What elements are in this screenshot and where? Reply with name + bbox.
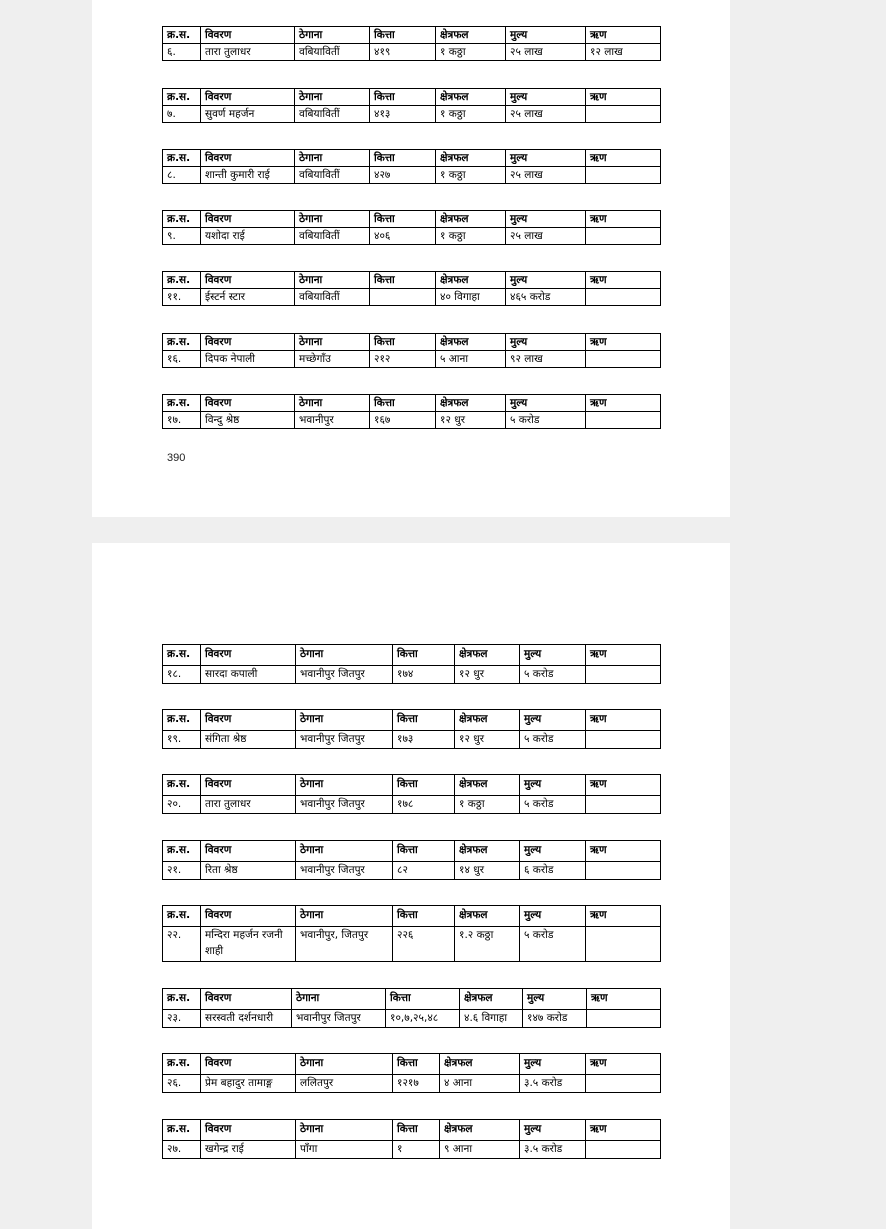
record-table [162, 88, 661, 123]
table-header-row [163, 710, 661, 731]
record-table [162, 26, 661, 61]
cell-area: ४ आना [440, 1075, 520, 1093]
header-cell-plot: कित्ता [393, 841, 455, 862]
cell-sn: २०. [163, 796, 201, 814]
cell-sn: ६. [163, 44, 201, 61]
header-cell-loan: ऋण [586, 334, 661, 351]
header-cell-value: मुल्य [520, 710, 586, 731]
cell-sn: २३. [163, 1010, 201, 1028]
record-table [162, 644, 661, 684]
header-cell-sn: क्र.स. [163, 27, 201, 44]
cell-area: १४ धुर [455, 862, 520, 880]
header-cell-sn: क्र.स. [163, 841, 201, 862]
header-cell-addr: ठेगाना [292, 989, 386, 1010]
header-cell-desc: विवरण [201, 989, 292, 1010]
record-table [162, 271, 661, 306]
cell-addr: भवानीपुर जितपुर [296, 862, 393, 880]
header-cell-sn: क्र.स. [163, 710, 201, 731]
header-cell-loan: ऋण [586, 710, 661, 731]
header-cell-addr: ठेगाना [295, 211, 370, 228]
record-table [162, 333, 661, 368]
header-cell-loan: ऋण [586, 395, 661, 412]
header-cell-value: मुल्य [520, 1120, 586, 1141]
cell-plot: १ [393, 1141, 440, 1159]
header-cell-desc: विवरण [201, 645, 296, 666]
cell-desc: तारा तुलाधर [201, 44, 295, 61]
header-cell-plot: कित्ता [370, 272, 436, 289]
cell-desc: सारदा कपाली [201, 666, 296, 684]
cell-loan [587, 1010, 661, 1028]
cell-plot: १७३ [393, 731, 455, 749]
header-cell-value: मुल्य [506, 334, 586, 351]
header-cell-value: मुल्य [520, 645, 586, 666]
header-cell-plot: कित्ता [370, 395, 436, 412]
header-cell-desc: विवरण [201, 1054, 296, 1075]
cell-desc: विन्दु श्रेष्ठ [201, 412, 295, 429]
header-cell-plot: कित्ता [370, 211, 436, 228]
header-cell-value: मुल्य [520, 906, 586, 927]
table-header-row [163, 150, 661, 167]
header-cell-value: मुल्य [520, 775, 586, 796]
header-cell-desc: विवरण [201, 395, 295, 412]
cell-plot [370, 289, 436, 306]
cell-addr: वबियावितीं [295, 167, 370, 184]
header-cell-sn: क्र.स. [163, 775, 201, 796]
header-cell-loan: ऋण [586, 1054, 661, 1075]
header-cell-area: क्षेत्रफल [436, 27, 506, 44]
table-row [163, 167, 661, 184]
cell-loan [586, 106, 661, 123]
header-cell-plot: कित्ता [370, 89, 436, 106]
record-table [162, 394, 661, 429]
document-page-1 [92, 0, 730, 517]
cell-addr: पाँगा [296, 1141, 393, 1159]
record-table [162, 149, 661, 184]
table-row [163, 666, 661, 684]
cell-value: १४७ करोड [523, 1010, 587, 1028]
table-row [163, 228, 661, 245]
header-cell-loan: ऋण [586, 645, 661, 666]
cell-addr: भवानीपुर जितपुर [296, 731, 393, 749]
header-cell-sn: क्र.स. [163, 906, 201, 927]
cell-area: ४.६ विगाहा [460, 1010, 523, 1028]
table-header-row [163, 775, 661, 796]
header-cell-area: क्षेत्रफल [455, 841, 520, 862]
header-cell-loan: ऋण [586, 775, 661, 796]
header-cell-addr: ठेगाना [296, 841, 393, 862]
cell-addr: वबियावितीं [295, 44, 370, 61]
cell-area: १.२ कठ्ठा [455, 927, 520, 962]
table-row [163, 44, 661, 61]
cell-loan [586, 351, 661, 368]
header-cell-value: मुल्य [506, 211, 586, 228]
table-row [163, 927, 661, 962]
header-cell-desc: विवरण [201, 272, 295, 289]
header-cell-plot: कित्ता [386, 989, 460, 1010]
header-cell-plot: कित्ता [393, 775, 455, 796]
header-cell-sn: क्र.स. [163, 1120, 201, 1141]
record-table [162, 905, 661, 962]
cell-sn: १७. [163, 412, 201, 429]
cell-loan [586, 289, 661, 306]
header-cell-value: मुल्य [506, 89, 586, 106]
cell-loan [586, 1141, 661, 1159]
header-cell-plot: कित्ता [370, 334, 436, 351]
cell-value: ९२ लाख [506, 351, 586, 368]
cell-value: ३.५ करोड [520, 1075, 586, 1093]
header-cell-area: क्षेत्रफल [436, 395, 506, 412]
cell-loan [586, 412, 661, 429]
header-cell-sn: क्र.स. [163, 272, 201, 289]
cell-value: २५ लाख [506, 106, 586, 123]
header-cell-plot: कित्ता [370, 27, 436, 44]
cell-addr: वबियावितीं [295, 228, 370, 245]
header-cell-area: क्षेत्रफल [436, 211, 506, 228]
cell-value: २५ लाख [506, 228, 586, 245]
header-cell-addr: ठेगाना [295, 272, 370, 289]
cell-loan [586, 862, 661, 880]
header-cell-value: मुल्य [520, 841, 586, 862]
cell-sn: ७. [163, 106, 201, 123]
table-header-row [163, 645, 661, 666]
cell-addr: भवानीपुर [295, 412, 370, 429]
cell-desc: प्रेम बहादुर तामाङ्ग [201, 1075, 296, 1093]
header-cell-loan: ऋण [586, 89, 661, 106]
header-cell-value: मुल्य [523, 989, 587, 1010]
cell-area: १ कठ्ठा [455, 796, 520, 814]
header-cell-sn: क्र.स. [163, 1054, 201, 1075]
cell-value: २५ लाख [506, 167, 586, 184]
cell-sn: १८. [163, 666, 201, 684]
header-cell-desc: विवरण [201, 211, 295, 228]
cell-desc: तारा तुलाधर [201, 796, 296, 814]
cell-value: ५ करोड [520, 731, 586, 749]
header-cell-desc: विवरण [201, 150, 295, 167]
cell-plot: ४१९ [370, 44, 436, 61]
header-cell-area: क्षेत्रफल [455, 645, 520, 666]
cell-desc: सुवर्ण महर्जन [201, 106, 295, 123]
cell-plot: १२१७ [393, 1075, 440, 1093]
cell-value: ५ करोड [520, 927, 586, 962]
cell-plot: ४२७ [370, 167, 436, 184]
header-cell-area: क्षेत्रफल [460, 989, 523, 1010]
header-cell-sn: क्र.स. [163, 211, 201, 228]
cell-desc: ईस्टर्न स्टार [201, 289, 295, 306]
cell-area: १ कठ्ठा [436, 167, 506, 184]
header-cell-plot: कित्ता [393, 645, 455, 666]
header-cell-addr: ठेगाना [296, 645, 393, 666]
cell-addr: वबियावितीं [295, 106, 370, 123]
cell-desc: यशोदा राई [201, 228, 295, 245]
cell-desc: सरस्वती दर्शनधारी [201, 1010, 292, 1028]
header-cell-addr: ठेगाना [295, 89, 370, 106]
header-cell-area: क्षेत्रफल [436, 150, 506, 167]
cell-desc: संगिता श्रेष्ठ [201, 731, 296, 749]
header-cell-loan: ऋण [586, 906, 661, 927]
header-cell-loan: ऋण [586, 27, 661, 44]
cell-addr: भवानीपुर जितपुर [296, 666, 393, 684]
page-number: 390 [167, 452, 186, 464]
cell-plot: ४१३ [370, 106, 436, 123]
cell-loan [586, 927, 661, 962]
cell-area: १२ धुर [455, 731, 520, 749]
table-row [163, 351, 661, 368]
header-cell-area: क्षेत्रफल [436, 272, 506, 289]
table-header-row [163, 906, 661, 927]
cell-value: २५ लाख [506, 44, 586, 61]
table-header-row [163, 272, 661, 289]
cell-plot: १०,७,२५,४८ [386, 1010, 460, 1028]
header-cell-addr: ठेगाना [295, 27, 370, 44]
header-cell-loan: ऋण [586, 150, 661, 167]
cell-sn: २७. [163, 1141, 201, 1159]
cell-area: ९ आना [440, 1141, 520, 1159]
header-cell-area: क्षेत्रफल [455, 775, 520, 796]
cell-sn: ८. [163, 167, 201, 184]
header-cell-loan: ऋण [586, 211, 661, 228]
cell-addr: भवानीपुर, जितपुर [296, 927, 393, 962]
table-header-row [163, 89, 661, 106]
cell-sn: २२. [163, 927, 201, 962]
record-table [162, 840, 661, 880]
header-cell-loan: ऋण [586, 841, 661, 862]
record-table [162, 774, 661, 814]
table-row [163, 412, 661, 429]
table-header-row [163, 334, 661, 351]
header-cell-sn: क्र.स. [163, 150, 201, 167]
header-cell-desc: विवरण [201, 1120, 296, 1141]
table-header-row [163, 211, 661, 228]
header-cell-desc: विवरण [201, 89, 295, 106]
header-cell-addr: ठेगाना [296, 906, 393, 927]
table-row [163, 1075, 661, 1093]
record-table [162, 988, 661, 1028]
cell-desc: शान्ती कुमारी राई [201, 167, 295, 184]
table-header-row [163, 1120, 661, 1141]
header-cell-area: क्षेत्रफल [440, 1054, 520, 1075]
header-cell-plot: कित्ता [393, 1054, 440, 1075]
header-cell-area: क्षेत्रफल [436, 89, 506, 106]
header-cell-value: मुल्य [506, 395, 586, 412]
header-cell-value: मुल्य [520, 1054, 586, 1075]
cell-plot: २१२ [370, 351, 436, 368]
record-table [162, 1119, 661, 1159]
header-cell-addr: ठेगाना [295, 150, 370, 167]
header-cell-sn: क्र.स. [163, 334, 201, 351]
cell-loan [586, 167, 661, 184]
record-table [162, 709, 661, 749]
cell-loan [586, 731, 661, 749]
cell-area: १ कठ्ठा [436, 228, 506, 245]
cell-area: १ कठ्ठा [436, 106, 506, 123]
cell-addr: ललितपुर [296, 1075, 393, 1093]
table-header-row [163, 27, 661, 44]
header-cell-value: मुल्य [506, 27, 586, 44]
header-cell-addr: ठेगाना [296, 775, 393, 796]
table-row [163, 289, 661, 306]
header-cell-desc: विवरण [201, 841, 296, 862]
table-header-row [163, 841, 661, 862]
cell-value: ५ करोड [520, 666, 586, 684]
cell-value: ५ करोड [506, 412, 586, 429]
cell-loan [586, 228, 661, 245]
header-cell-desc: विवरण [201, 710, 296, 731]
cell-value: ६ करोड [520, 862, 586, 880]
header-cell-value: मुल्य [506, 272, 586, 289]
cell-desc: दिपक नेपाली [201, 351, 295, 368]
cell-loan: १२ लाख [586, 44, 661, 61]
table-header-row [163, 1054, 661, 1075]
table-row [163, 106, 661, 123]
header-cell-addr: ठेगाना [295, 334, 370, 351]
cell-area: १२ धुर [455, 666, 520, 684]
header-cell-desc: विवरण [201, 775, 296, 796]
cell-addr: भवानीपुर जितपुर [296, 796, 393, 814]
cell-desc: खगेन्द्र राई [201, 1141, 296, 1159]
table-row [163, 796, 661, 814]
cell-sn: २१. [163, 862, 201, 880]
header-cell-plot: कित्ता [393, 710, 455, 731]
header-cell-sn: क्र.स. [163, 989, 201, 1010]
cell-area: ४० विगाहा [436, 289, 506, 306]
header-cell-desc: विवरण [201, 27, 295, 44]
record-table [162, 210, 661, 245]
header-cell-value: मुल्य [506, 150, 586, 167]
header-cell-sn: क्र.स. [163, 395, 201, 412]
cell-loan [586, 666, 661, 684]
cell-plot: ४०६ [370, 228, 436, 245]
cell-addr: वबियावितीं [295, 289, 370, 306]
cell-sn: १९. [163, 731, 201, 749]
header-cell-plot: कित्ता [393, 906, 455, 927]
cell-plot: १६७ [370, 412, 436, 429]
header-cell-loan: ऋण [586, 1120, 661, 1141]
header-cell-desc: विवरण [201, 334, 295, 351]
cell-loan [586, 1075, 661, 1093]
header-cell-loan: ऋण [587, 989, 661, 1010]
cell-area: १ कठ्ठा [436, 44, 506, 61]
header-cell-sn: क्र.स. [163, 645, 201, 666]
table-row [163, 862, 661, 880]
header-cell-addr: ठेगाना [296, 1120, 393, 1141]
cell-plot: १७४ [393, 666, 455, 684]
table-row [163, 731, 661, 749]
cell-addr: मच्छेगाँउ [295, 351, 370, 368]
cell-addr: भवानीपुर जितपुर [292, 1010, 386, 1028]
header-cell-desc: विवरण [201, 906, 296, 927]
cell-desc: मन्दिरा महर्जन रजनी शाही [201, 927, 296, 962]
cell-sn: २६. [163, 1075, 201, 1093]
cell-value: ५ करोड [520, 796, 586, 814]
header-cell-addr: ठेगाना [296, 1054, 393, 1075]
header-cell-plot: कित्ता [393, 1120, 440, 1141]
cell-area: ५ आना [436, 351, 506, 368]
cell-value: ३.५ करोड [520, 1141, 586, 1159]
cell-loan [586, 796, 661, 814]
header-cell-plot: कित्ता [370, 150, 436, 167]
header-cell-area: क्षेत्रफल [455, 710, 520, 731]
cell-plot: १७८ [393, 796, 455, 814]
cell-plot: ८२ [393, 862, 455, 880]
header-cell-area: क्षेत्रफल [440, 1120, 520, 1141]
table-header-row [163, 989, 661, 1010]
cell-sn: ९. [163, 228, 201, 245]
header-cell-addr: ठेगाना [296, 710, 393, 731]
cell-desc: रिता श्रेष्ठ [201, 862, 296, 880]
table-header-row [163, 395, 661, 412]
document-page-2 [92, 543, 730, 1229]
cell-value: ४६५ करोड [506, 289, 586, 306]
header-cell-loan: ऋण [586, 272, 661, 289]
header-cell-sn: क्र.स. [163, 89, 201, 106]
table-row [163, 1141, 661, 1159]
cell-sn: १६. [163, 351, 201, 368]
header-cell-area: क्षेत्रफल [455, 906, 520, 927]
record-table [162, 1053, 661, 1093]
table-row [163, 1010, 661, 1028]
cell-area: १२ धुर [436, 412, 506, 429]
cell-sn: ११. [163, 289, 201, 306]
header-cell-addr: ठेगाना [295, 395, 370, 412]
cell-plot: २२६ [393, 927, 455, 962]
header-cell-area: क्षेत्रफल [436, 334, 506, 351]
